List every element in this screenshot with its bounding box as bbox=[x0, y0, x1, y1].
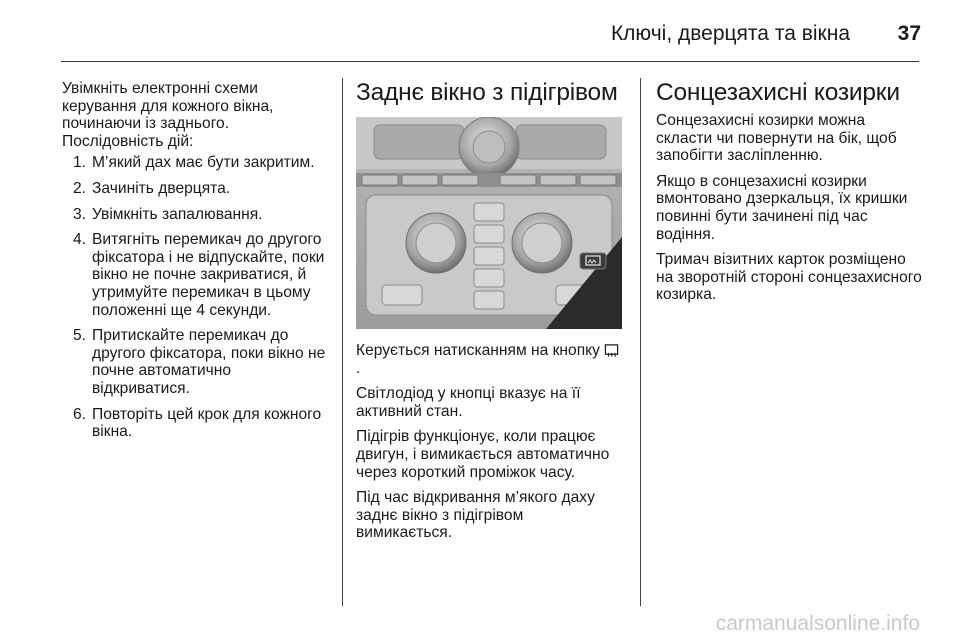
list-item bbox=[62, 231, 330, 319]
list-item bbox=[62, 180, 330, 198]
step-text: Притискайте перемикач до другого фіксатора, поки вікно не почне автоматично відкриватися. bbox=[92, 327, 326, 397]
column-divider-left bbox=[342, 78, 343, 606]
header-title: Ключі, дверцята та вікна bbox=[610, 22, 850, 45]
paragraph-soft-top: Під час відкривання м’якого даху заднє вікно з підігрівом вимикається. bbox=[356, 489, 595, 542]
step-number: 4. bbox=[72, 231, 86, 249]
step-text: Зачиніть дверцята. bbox=[92, 179, 231, 197]
intro-paragraph: Увімкніть електронні схеми керування для кожного вікна, починаючи із заднього. bbox=[62, 80, 274, 133]
column-window-procedure bbox=[62, 80, 330, 449]
step-number: 5. bbox=[72, 327, 86, 345]
sequence-label: Послідовність дій: bbox=[62, 132, 194, 150]
paragraph-card-holder: Тримач візитних карток розміщено на зворотній стороні сонцезахисного козирка. bbox=[656, 251, 922, 304]
step-text: Витягніть перемикач до другого фіксатора і не відпускайте, поки вікно не почне закриватися, й утримуйте перемикач в цьому положенні ще 4 секунди. bbox=[92, 231, 325, 319]
paragraph-visor-fold: Сонцезахисні козирки можна скласти чи повернути на бік, щоб запобігти засліпленню. bbox=[656, 112, 897, 165]
section-heading-sun-visors: Сонцезахисні козирки bbox=[656, 79, 900, 106]
paragraph-button-usage bbox=[356, 342, 622, 377]
column-sun-visors bbox=[656, 80, 922, 312]
paragraph-led: Світлодіод у кнопці вказує на її активний стан. bbox=[356, 385, 581, 420]
header-rule bbox=[61, 61, 919, 62]
page-number: 37 bbox=[897, 22, 921, 45]
rear-defrost-icon bbox=[604, 343, 619, 358]
column-divider-right bbox=[640, 78, 641, 606]
watermark: carmanualsonline.info bbox=[715, 612, 920, 635]
paragraph-operation: Підігрів функціонує, коли працює двигун, і вимикається автоматично через короткий проміжок часу. bbox=[356, 428, 610, 481]
list-item bbox=[62, 327, 330, 397]
step-number: 2. bbox=[72, 179, 86, 197]
section-heading-rear-window: Заднє вікно з підігрівом bbox=[356, 79, 618, 106]
list-item bbox=[62, 154, 330, 172]
list-item bbox=[62, 206, 330, 224]
step-number: 1. bbox=[72, 154, 86, 172]
button-usage-text: Керується натисканням на кнопку bbox=[356, 342, 600, 359]
step-text: Увімкніть запалювання. bbox=[92, 205, 263, 223]
step-text: М’який дах має бути закритим. bbox=[92, 154, 315, 172]
step-number: 3. bbox=[72, 205, 86, 223]
paragraph-visor-mirrors: Якщо в сонцезахисні козирки вмонтовано дзеркальця, їх кришки повинні бути зачинені під час водіння. bbox=[656, 172, 908, 243]
list-item bbox=[62, 406, 330, 441]
steps-list bbox=[62, 154, 330, 440]
rear-window-heater-button-photo bbox=[356, 117, 622, 329]
column-rear-window-heater bbox=[356, 80, 622, 550]
button-usage-end: . bbox=[356, 359, 361, 377]
step-number: 6. bbox=[72, 405, 86, 423]
step-text: Повторіть цей крок для кожного вікна. bbox=[92, 405, 322, 441]
